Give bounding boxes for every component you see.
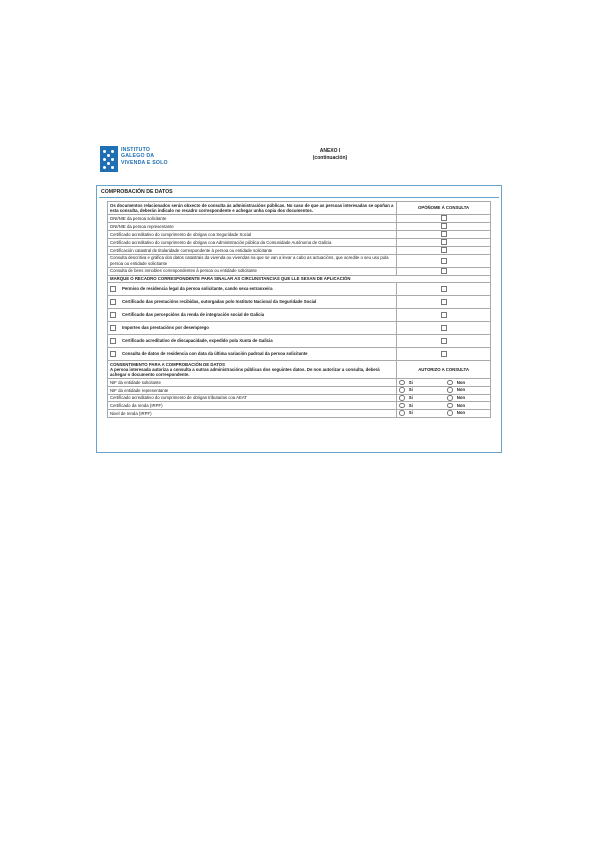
logo-line-3: VIVENDA E SOLO <box>121 159 168 166</box>
circumstance-checkbox[interactable] <box>110 351 116 357</box>
oppose-checkbox[interactable] <box>441 338 447 344</box>
oppose-checkbox[interactable] <box>441 231 447 237</box>
data-verification-section <box>96 185 502 453</box>
oppose-checkbox[interactable] <box>441 325 447 331</box>
circumstance-label: Permiso de residencia legal da persoa solicitante, cando sexa estranxeira <box>122 286 273 292</box>
circumstance-checkbox[interactable] <box>110 338 116 344</box>
document-label: Certificado acreditativo do cumprimento de obrigas coa Seguridade Social <box>108 230 397 238</box>
table-row <box>108 254 491 267</box>
oppose-checkbox[interactable] <box>441 258 447 264</box>
circumstance-label: Consulta de datos de residencia con data da última variación padroal da persoa solicitante <box>122 351 308 357</box>
no-radio[interactable] <box>447 395 453 401</box>
consent-item-label: Certificado da renda (IRPF) <box>108 402 397 410</box>
section-title: COMPROBACIÓN DE DATOS <box>101 189 173 195</box>
oppose-checkbox[interactable] <box>441 268 447 274</box>
circumstance-checkbox[interactable] <box>110 299 116 305</box>
table-row <box>108 238 491 246</box>
section-divider <box>99 197 499 198</box>
no-radio[interactable] <box>447 380 453 386</box>
yes-label: Si <box>408 402 413 408</box>
table-row <box>108 267 491 275</box>
no-radio[interactable] <box>447 403 453 409</box>
table-row <box>108 379 491 387</box>
oppose-checkbox[interactable] <box>441 286 447 292</box>
authorize-header: AUTORIZO A CONSULTA <box>397 361 491 379</box>
yes-radio[interactable] <box>399 410 405 416</box>
table-row <box>108 309 491 322</box>
circumstance-label: Certificado acreditativo de discapacidade, expedido pola Xunta de Galicia <box>122 338 273 344</box>
yes-label: Si <box>408 387 413 393</box>
table-row <box>108 283 491 296</box>
document-title <box>290 148 370 162</box>
circumstance-label: Certificado das prestacións recibidas, outorgadas polo Instituto Nacional da Seguridade Social <box>122 299 317 305</box>
consent-item-label: Certificado acreditativo do cumprimento de obrigas tributarias coa AEAT <box>108 394 397 402</box>
table-row <box>108 222 491 230</box>
yes-radio[interactable] <box>399 403 405 409</box>
consent-text: A persoa interesada autoriza a consulta a outras administracións públicas dos seguintes datos. De non autorizar a consulta, deberá achegar o documento correspondente. <box>110 366 380 378</box>
table-row <box>108 214 491 222</box>
oppose-header: OPÓÑOME Á CONSULTA <box>397 202 491 215</box>
consent-item-label: Nivel de renda (IRPF) <box>108 409 397 417</box>
no-label: Non <box>456 387 466 393</box>
mark-header: MARQUE O RECADRO CORRESPONDENTE PARA SINALAR AS CIRCUNSTANCIAS QUE LLE SEXAN DE APLICACIÓN <box>108 275 491 282</box>
document-label: Consulta de bens inmobles correspondentes á persoa ou entidade solicitante <box>108 267 397 275</box>
circumstance-label: Certificado das percepcións da renda de integración social de Galicia <box>122 312 265 318</box>
oppose-checkbox[interactable] <box>441 239 447 245</box>
circumstance-checkbox[interactable] <box>110 286 116 292</box>
annex-title: ANEXO I <box>319 148 341 154</box>
circumstance-checkbox[interactable] <box>110 312 116 318</box>
table-row <box>108 322 491 335</box>
verification-table <box>107 201 491 418</box>
no-label: Non <box>456 395 466 401</box>
document-label: DNI/NIE da persoa representante <box>108 222 397 230</box>
table-row <box>108 348 491 361</box>
table-row <box>108 335 491 348</box>
mark-header-row <box>108 275 491 282</box>
document-label: Consulta descritiva e gráfica dos datos catastrais da vivenda ou vivendas na que se van a levar a cabo as actuacións, que acredite o seu uso pola persoa ou entidade solicitante <box>108 254 397 267</box>
annex-subtitle: (continuación) <box>312 155 348 161</box>
consent-header-row <box>108 361 491 379</box>
table-row <box>108 296 491 309</box>
document-label: Certificación catastral de titularidade correspondente á persoa ou entidade solicitante <box>108 246 397 254</box>
table-row <box>108 402 491 410</box>
logo-line-1: INSTITUTO <box>121 147 151 153</box>
table-row <box>108 230 491 238</box>
logo-line-2: GALEGO DA <box>121 153 155 160</box>
intro-text: Os documentos relacionados serán obxecto de consulta ás administracións públicas. No caso de que as persoas interesadas se opoñan a esta consulta, deberán indicalo no recadro correspondente e achegar unha copia dos documentos. <box>108 202 397 215</box>
oppose-checkbox[interactable] <box>441 223 447 229</box>
consent-item-label: NIF da entidade representante <box>108 386 397 394</box>
oppose-checkbox[interactable] <box>441 351 447 357</box>
document-label: DNI/NIE da persoa solicitante <box>108 214 397 222</box>
logo-text <box>121 147 168 166</box>
table-row <box>108 246 491 254</box>
galicia-emblem-icon <box>100 146 118 172</box>
no-label: Non <box>456 402 466 408</box>
oppose-checkbox[interactable] <box>441 299 447 305</box>
circumstance-label: Importes das prestacións por desemprego <box>122 325 209 331</box>
consent-title: CONSENTIMENTO PARA A COMPROBACIÓN DE DATOS <box>110 361 225 367</box>
no-label: Non <box>456 410 466 416</box>
oppose-checkbox[interactable] <box>441 247 447 253</box>
no-radio[interactable] <box>447 387 453 393</box>
yes-label: Si <box>408 379 413 385</box>
yes-radio[interactable] <box>399 387 405 393</box>
intro-row <box>108 202 491 215</box>
yes-radio[interactable] <box>399 395 405 401</box>
oppose-checkbox[interactable] <box>441 312 447 318</box>
table-row <box>108 394 491 402</box>
yes-label: Si <box>408 395 413 401</box>
consent-block <box>108 361 397 379</box>
table-row <box>108 386 491 394</box>
consent-item-label: NIF da entidade solicitante <box>108 379 397 387</box>
no-radio[interactable] <box>447 410 453 416</box>
oppose-checkbox[interactable] <box>441 215 447 221</box>
institute-logo <box>100 146 180 172</box>
no-label: Non <box>456 379 466 385</box>
circumstance-checkbox[interactable] <box>110 325 116 331</box>
document-label: Certificado acreditativo do cumprimento de obrigas coa Administración pública da Comunidade Autónoma de Galicia <box>108 238 397 246</box>
yes-radio[interactable] <box>399 380 405 386</box>
table-row <box>108 409 491 417</box>
yes-label: Si <box>408 410 413 416</box>
